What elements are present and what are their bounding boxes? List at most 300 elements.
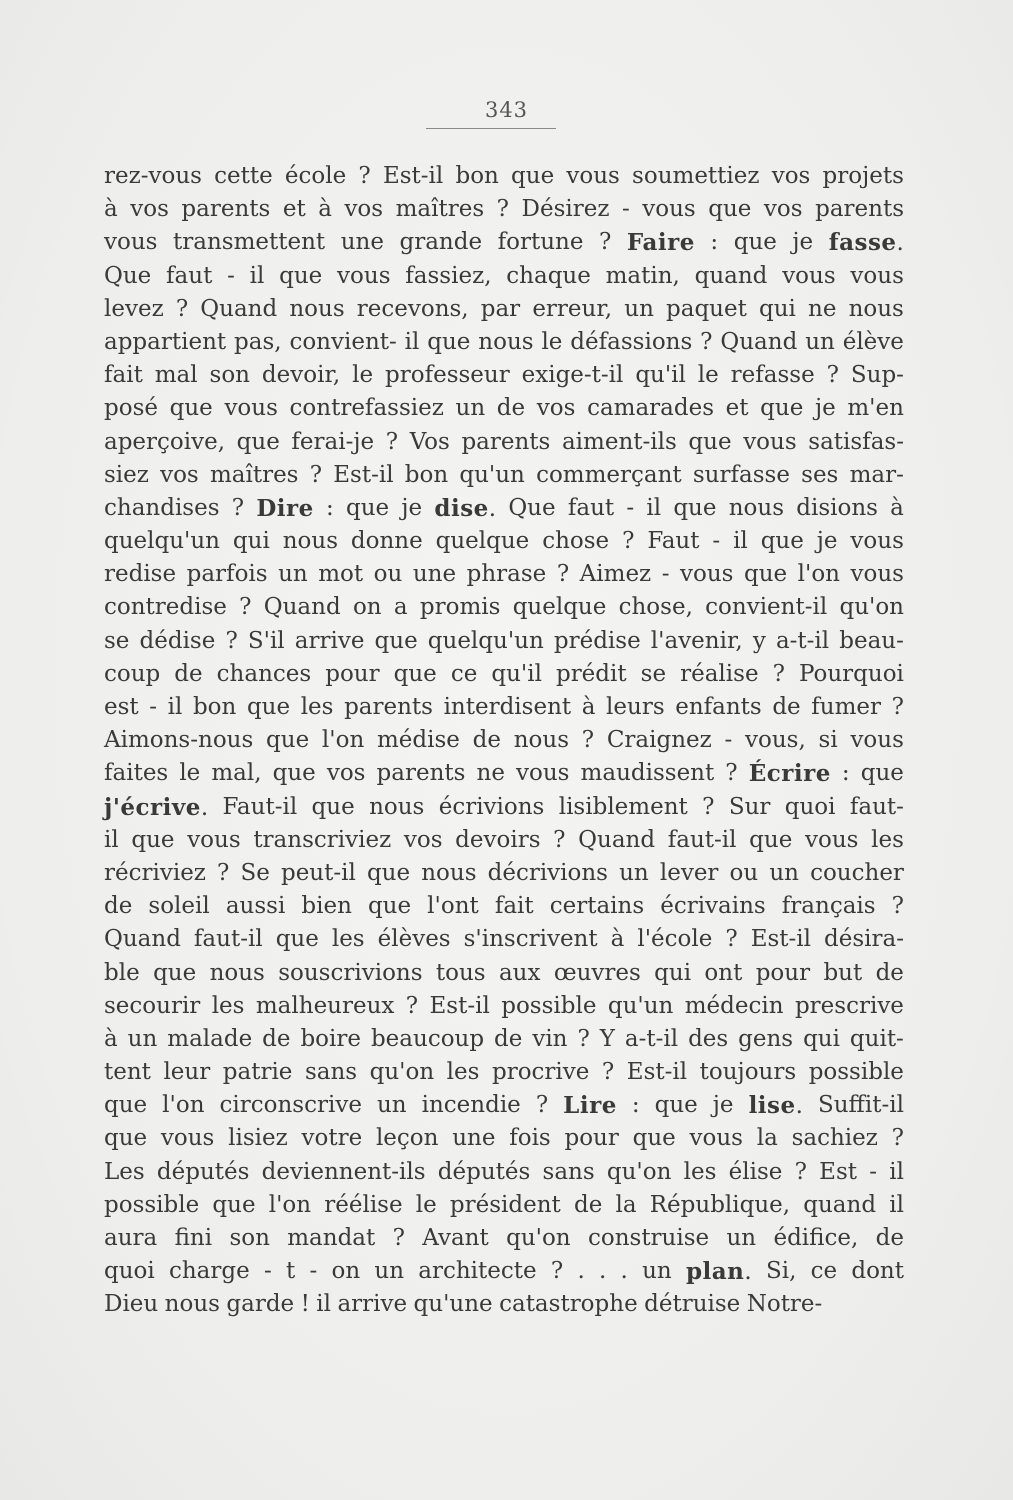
word: on [352, 594, 382, 621]
word: parents [376, 760, 466, 787]
word: il [316, 1291, 331, 1318]
text-line [104, 1222, 904, 1255]
word: Avant [422, 1225, 489, 1251]
word: leurs [606, 694, 665, 720]
word: à [104, 1025, 118, 1052]
word: vous [782, 262, 836, 289]
text-line [104, 1089, 904, 1122]
word: de [104, 893, 133, 920]
word: ? [891, 1125, 904, 1152]
word: de [262, 1025, 291, 1052]
bold-keyword: dise [434, 494, 489, 522]
word: recevons, [356, 295, 469, 322]
word: lise. [748, 1092, 803, 1120]
word: que [131, 826, 175, 853]
word: a-t-il [775, 627, 830, 654]
word: un [376, 1092, 407, 1119]
word: Dieu [104, 1291, 159, 1318]
word: réélise [324, 1191, 403, 1218]
word: pour [755, 959, 811, 986]
word: vos [130, 196, 169, 223]
word: refasse [730, 362, 815, 389]
word: que [104, 1125, 148, 1152]
word: Est [819, 1158, 857, 1185]
word: fumer [811, 694, 882, 720]
word: que [708, 196, 752, 223]
word: qui [758, 295, 796, 322]
word: maîtres [395, 196, 485, 223]
word: récriviez [104, 859, 206, 886]
word: contredise [104, 594, 227, 621]
word: les [331, 926, 365, 953]
word: que [346, 494, 390, 521]
word: soumettiez [632, 163, 760, 189]
word: pour [325, 660, 380, 687]
word: dise. [434, 494, 497, 522]
word: un [374, 1258, 405, 1285]
word: bon [404, 461, 449, 488]
bold-keyword: Faire [626, 229, 695, 257]
word: les [446, 1059, 480, 1086]
word: paquet [666, 295, 747, 322]
word: Les [104, 1158, 145, 1185]
word: élise [728, 1158, 783, 1185]
word: que [760, 528, 804, 555]
word: médecin [684, 992, 784, 1019]
word: phrase [466, 561, 547, 588]
word: la [756, 1125, 778, 1152]
word: ce [810, 1258, 838, 1285]
word: Quand [578, 826, 656, 853]
word: fasse. [828, 229, 904, 257]
word: que [311, 793, 355, 820]
bold-keyword: j'écrive [104, 793, 201, 821]
word: fois [509, 1125, 551, 1152]
word: qu'il [635, 362, 686, 389]
word: a [393, 594, 408, 621]
word: Pourquoi [798, 660, 904, 687]
word: maudissent [580, 760, 715, 787]
word: son [209, 362, 250, 389]
word: : [841, 760, 850, 787]
word: de [875, 1225, 904, 1251]
word: vos [160, 461, 199, 488]
word: de [875, 959, 904, 986]
text-line [104, 326, 904, 359]
word: interdisent [443, 694, 572, 720]
word: m'en [847, 395, 904, 422]
word: vous [642, 196, 696, 223]
word: aiment-ils [561, 428, 677, 455]
text-line [104, 625, 904, 658]
word: Se [240, 859, 270, 886]
word: se [640, 660, 667, 687]
bold-keyword: Écrire [748, 760, 831, 788]
word: ? [553, 826, 566, 853]
word: : [326, 494, 334, 521]
word: parents [181, 196, 271, 223]
word: souscrivions [278, 959, 423, 986]
word: vous [743, 428, 797, 455]
word: qu'un [459, 461, 525, 488]
word: certains [549, 893, 645, 920]
text-line [104, 426, 904, 459]
text-line [104, 1189, 904, 1222]
word: Faut-il [222, 793, 298, 820]
word: quelque [435, 528, 530, 555]
word: convient- [289, 328, 397, 355]
word: à [890, 494, 904, 521]
word: qu'on [606, 1158, 672, 1185]
word: les [300, 694, 334, 720]
word: Sur [728, 793, 771, 820]
word: un [278, 561, 308, 588]
word: Si, [765, 1258, 797, 1285]
word: Quand [720, 328, 798, 355]
word: ? [550, 1258, 564, 1285]
bold-keyword: plan [685, 1258, 745, 1286]
word: devoir, [261, 362, 341, 389]
word: il [167, 694, 183, 720]
word: ses [801, 461, 839, 488]
word: édifice, [773, 1225, 859, 1251]
word: siez [104, 461, 149, 488]
word: vos [326, 760, 366, 787]
text-line [104, 990, 904, 1023]
word: ? [392, 1225, 405, 1251]
word: ce [450, 660, 478, 687]
word: aussi [225, 893, 286, 920]
word: qui [654, 959, 692, 986]
word: aux [498, 959, 541, 986]
word: vos [403, 826, 443, 853]
word: le [415, 1191, 437, 1218]
word: quelqu'un [427, 627, 544, 654]
word: redise [104, 561, 177, 588]
word: ? [599, 229, 612, 256]
word: est [104, 694, 139, 720]
word: que [266, 727, 310, 754]
word: S'il [247, 627, 285, 654]
word: bien [301, 893, 352, 920]
word: ? [385, 428, 399, 455]
word: un [726, 1225, 757, 1251]
word: que [733, 229, 777, 256]
word: que [760, 395, 804, 422]
word: un [624, 295, 654, 322]
text-line [104, 558, 904, 591]
text-line [104, 359, 904, 392]
word: que [104, 1092, 148, 1119]
word: la [615, 1191, 637, 1218]
word: lisiblement [558, 793, 688, 820]
word: Est-il [382, 163, 444, 189]
word: ? [231, 494, 245, 521]
word: y [752, 627, 766, 654]
text-line [104, 591, 904, 624]
word: : [631, 1092, 640, 1119]
word: ? [577, 1025, 590, 1052]
word: but [823, 959, 863, 986]
word: le [697, 362, 719, 389]
word: l'on [162, 1092, 205, 1119]
word: de [472, 727, 501, 754]
text-line [104, 492, 904, 525]
word: - [712, 528, 721, 555]
word: que [236, 428, 280, 455]
page-number: 343 [484, 98, 529, 122]
word: que [275, 926, 319, 953]
word: vos [763, 196, 803, 223]
text-line [104, 857, 904, 890]
word: boire [300, 1025, 361, 1052]
text-line [104, 923, 904, 956]
word: maîtres [209, 461, 299, 488]
word: si [818, 727, 838, 754]
word: une [452, 1125, 496, 1152]
word: fortune [497, 229, 584, 256]
word: secourir [104, 992, 201, 1019]
word: une [412, 561, 457, 588]
word: que [632, 1125, 676, 1152]
text-line [104, 1122, 904, 1155]
word: plan. [685, 1258, 752, 1286]
word: se [104, 627, 130, 654]
word: Aimons-nous [104, 727, 254, 754]
word: coucher [810, 859, 904, 886]
word: il [249, 262, 265, 289]
word: le [541, 328, 563, 355]
text-line [104, 957, 904, 990]
word: que [654, 1092, 698, 1119]
word: dont [851, 1258, 904, 1285]
text-line [104, 890, 904, 923]
word: nous [209, 959, 265, 986]
word: . [577, 1258, 585, 1285]
word: une [340, 229, 384, 256]
word: quelque [512, 594, 607, 621]
word: un [805, 328, 835, 355]
word: que [279, 262, 323, 289]
bold-keyword: lise [748, 1092, 796, 1120]
word: chances [216, 660, 312, 687]
word: patrie [222, 1059, 293, 1086]
word: Y [599, 1025, 615, 1052]
word: Est-il [750, 926, 812, 953]
word: Notre- [746, 1291, 823, 1318]
word: - [263, 1258, 272, 1285]
word: . [620, 1258, 628, 1285]
word: aperçoive, [104, 428, 226, 455]
word: votre [301, 1125, 363, 1152]
word: possible [808, 1059, 904, 1086]
word: à [318, 196, 332, 223]
text-line [104, 757, 904, 790]
word: faut-il [193, 926, 263, 953]
word: vous [850, 727, 904, 754]
word: il [404, 328, 420, 355]
word: mot [318, 561, 364, 588]
text-line [104, 293, 904, 326]
word: architecte [418, 1258, 537, 1285]
word: les [871, 826, 904, 853]
word: ? [725, 760, 738, 787]
word: Vos [409, 428, 450, 455]
word: s'inscrivent [463, 926, 598, 953]
word: nous [164, 1291, 220, 1318]
word: élèves [377, 926, 451, 953]
word: vous [850, 561, 904, 588]
word: République, [649, 1191, 791, 1218]
word: ? [794, 1158, 807, 1185]
word: gens [738, 1025, 794, 1052]
word [627, 226, 695, 259]
word: qu'on [369, 1059, 435, 1086]
word: prédise [553, 627, 641, 654]
word: ou [373, 561, 403, 588]
word: levez [104, 295, 164, 322]
word: ? [175, 295, 189, 322]
word: ou [729, 859, 759, 886]
word: Craignez [606, 727, 712, 754]
word: prescrive [794, 992, 904, 1019]
word: chandises [104, 494, 220, 521]
word: vous, [745, 727, 806, 754]
word: je [816, 528, 838, 555]
word: ferai-je [291, 428, 375, 455]
word: ? [556, 561, 570, 588]
word: pour [564, 1125, 619, 1152]
word: désira- [824, 926, 904, 953]
bold-keyword: Lire [563, 1092, 617, 1120]
word: les [211, 992, 245, 1019]
word: parents [461, 428, 551, 455]
word: vous [224, 395, 278, 422]
word: tent [104, 1059, 151, 1086]
word: ? [891, 694, 904, 720]
word: nous [513, 727, 570, 754]
word: vous [187, 826, 241, 853]
word: - [227, 262, 235, 289]
word: les [683, 1158, 717, 1185]
word: faut [567, 494, 615, 521]
word: arrive [294, 627, 365, 654]
word: soleil [148, 893, 210, 920]
word: un [127, 1025, 158, 1052]
word: Suffit-il [817, 1092, 904, 1119]
word: de [174, 660, 203, 687]
word: ? [622, 528, 635, 555]
word: pas, [234, 328, 282, 355]
word: l'ont [427, 893, 479, 920]
word: l'on [797, 561, 840, 588]
word: catastrophe [499, 1291, 638, 1318]
word: vous [516, 760, 570, 787]
word: - [869, 1158, 877, 1185]
word: promis [419, 594, 501, 621]
word: - [309, 1258, 318, 1285]
word: toujours [699, 1059, 797, 1086]
word: cette [214, 163, 273, 189]
word: ne [808, 295, 837, 322]
word: fait [494, 893, 534, 920]
text-line [104, 525, 904, 558]
word: sans [304, 1059, 358, 1086]
word: écrivains [660, 893, 766, 920]
word: commerçant [536, 461, 682, 488]
word: Quand [263, 594, 341, 621]
word: faut-il [667, 826, 737, 853]
word: il [889, 1191, 904, 1218]
word: il [646, 494, 662, 521]
word: quoi [784, 793, 836, 820]
word: Quand [104, 926, 181, 953]
word: vous [160, 1125, 215, 1152]
word: je [792, 229, 814, 256]
word: l'avenir, [650, 627, 743, 654]
word: ? [535, 1092, 549, 1119]
word: ? [772, 660, 785, 687]
word: nous [289, 295, 345, 322]
word: qui [232, 528, 270, 555]
word: de [494, 1025, 523, 1052]
word: convient-il [705, 594, 828, 621]
word: quit- [849, 1025, 904, 1052]
word: lisiez [228, 1125, 288, 1152]
word: à [104, 196, 118, 223]
word: parents [344, 694, 433, 720]
word: peut-il [280, 859, 356, 886]
word: ? [700, 328, 713, 355]
word: professeur [385, 362, 510, 389]
word: des [688, 1025, 729, 1052]
text-line [104, 392, 904, 425]
word: que [749, 826, 793, 853]
word: beaucoup [370, 1025, 485, 1052]
word: j'écrive. [104, 793, 209, 821]
text-line [104, 1156, 904, 1189]
bold-keyword: fasse [828, 229, 897, 257]
word: exige-t-il [521, 362, 624, 389]
word: bon [192, 694, 237, 720]
word: Désirez [521, 196, 610, 223]
text-line [104, 160, 904, 193]
word: ble [104, 959, 140, 986]
word: contrefassiez [289, 395, 444, 422]
word: ! [300, 1291, 310, 1318]
word: ? [702, 793, 715, 820]
word [749, 757, 831, 790]
word: malheureux [255, 992, 395, 1019]
word: de [496, 395, 526, 422]
word: que [169, 395, 213, 422]
word: nous [728, 494, 784, 521]
word: ? [826, 362, 839, 389]
text-line [104, 658, 904, 691]
word: vous [104, 229, 158, 256]
word: que [153, 959, 197, 986]
word: quoi [104, 1258, 155, 1285]
word: vous [804, 826, 859, 853]
word: réalise [680, 660, 759, 687]
word: mal, [211, 760, 262, 787]
word: l'école [637, 926, 713, 953]
word: parents [815, 196, 904, 223]
word: nous [848, 295, 904, 322]
word: nous [282, 528, 338, 555]
word: ? [217, 859, 230, 886]
word [563, 1089, 617, 1122]
